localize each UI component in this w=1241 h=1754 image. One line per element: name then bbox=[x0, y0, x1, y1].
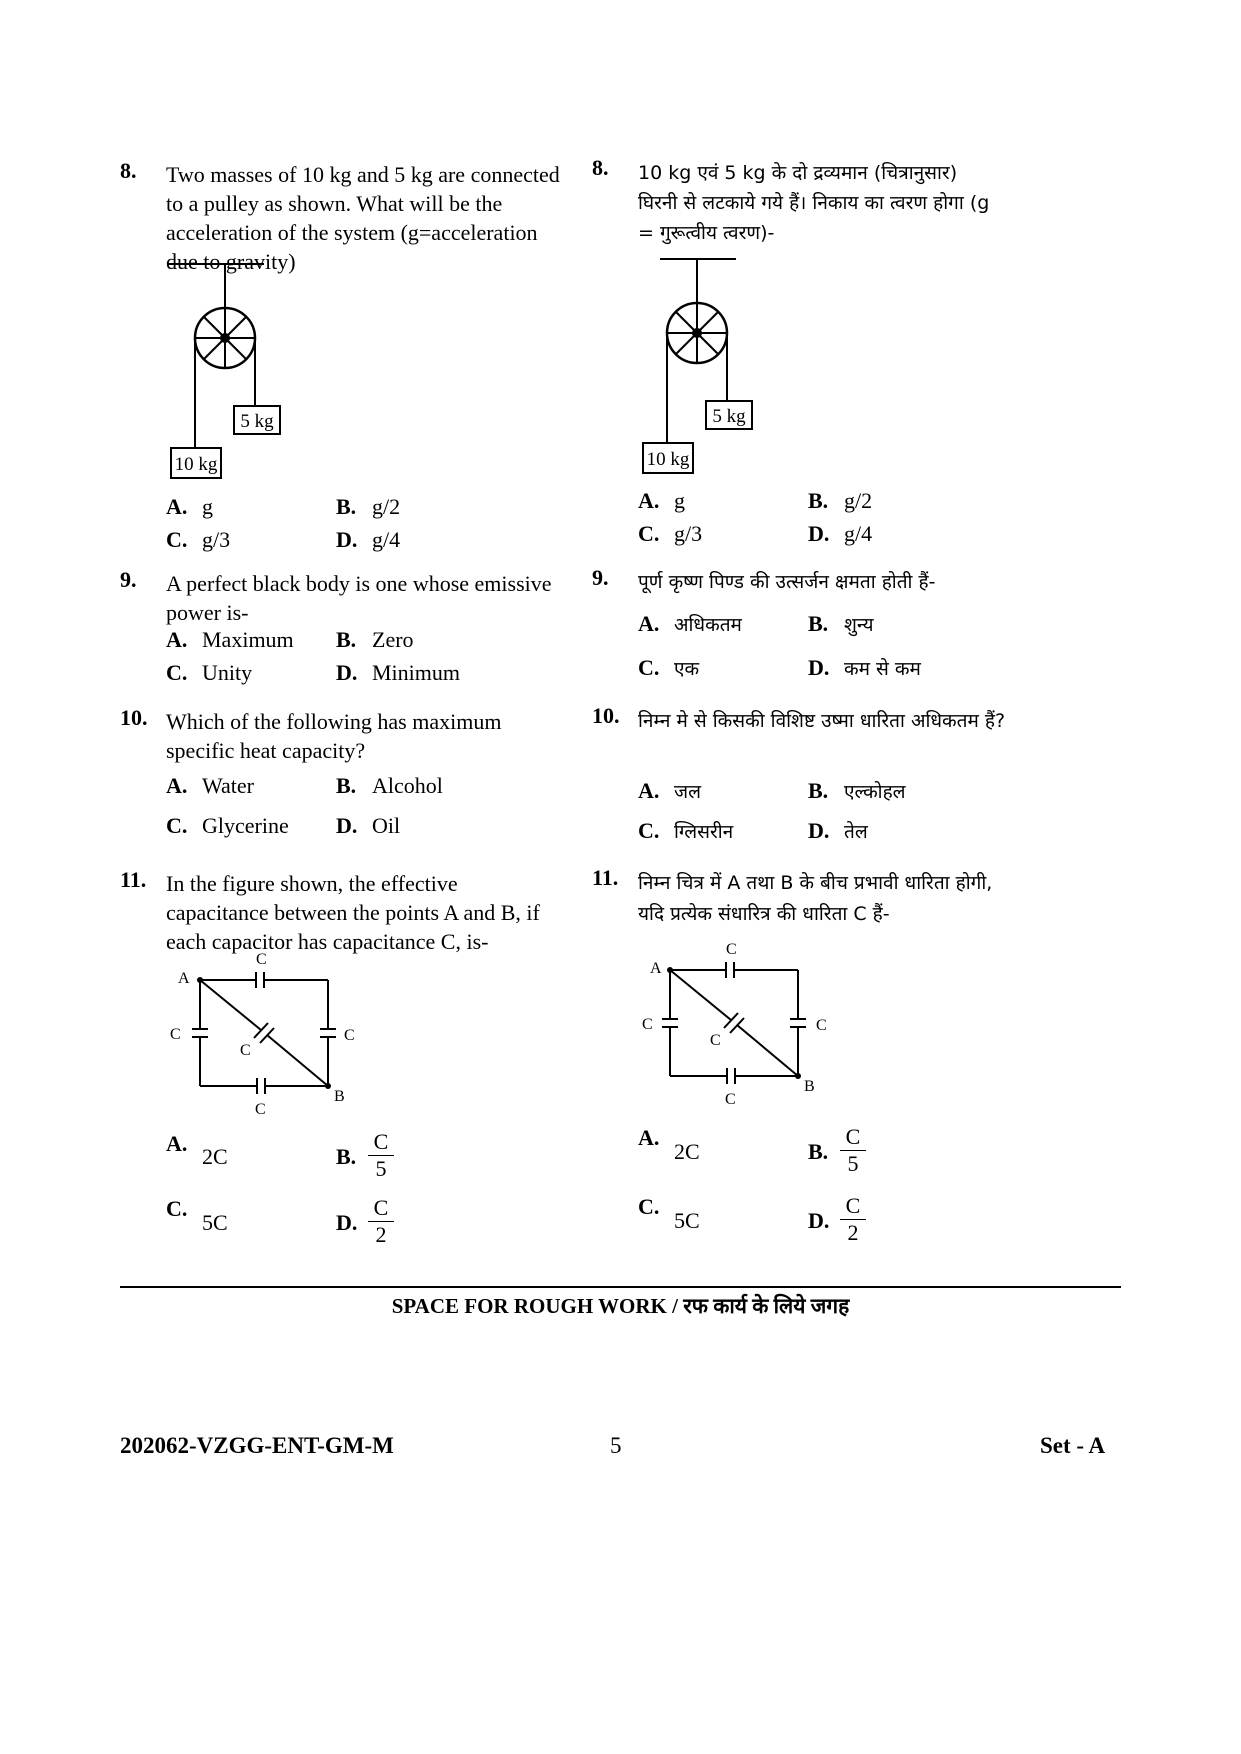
cap-label-diagonal: C bbox=[710, 1032, 721, 1049]
option-a: A. जल bbox=[638, 778, 701, 803]
cap-label-bottom: C bbox=[255, 1101, 266, 1118]
cap-label-top: C bbox=[256, 951, 267, 968]
option-d-fraction: $\frac{C}{2}$ bbox=[368, 1195, 394, 1248]
question-text: Two masses of 10 kg and 5 kg are connected to a pulley as shown. What will be the acceleration of the system (g=acceleration due to gravity) bbox=[166, 162, 560, 274]
option-d: D. Minimum bbox=[336, 660, 461, 685]
option-c-value: 5C bbox=[202, 1210, 228, 1235]
option-d-fraction: $\frac{C}{2}$ bbox=[840, 1193, 866, 1246]
option-a: A. अधिकतम bbox=[638, 611, 742, 636]
option-a: A. Maximum bbox=[166, 627, 294, 652]
option-c: C. Unity bbox=[166, 660, 253, 685]
cap-label-left: C bbox=[170, 1026, 181, 1043]
question-text: निम्न चित्र में A तथा B के बीच प्रभावी धारिता होगी, यदि प्रत्येक संधारित्र की धारिता C हैं- bbox=[638, 872, 993, 925]
option-a: A. bbox=[638, 1125, 660, 1150]
point-b-label: B bbox=[804, 1078, 815, 1095]
paper-code: 202062-VZGG-ENT-GM-M bbox=[120, 1433, 394, 1458]
option-c-value: 5C bbox=[674, 1208, 700, 1233]
cap-label-bottom: C bbox=[725, 1091, 736, 1108]
option-c: C. bbox=[638, 1194, 660, 1219]
question-text: In the figure shown, the effective capacitance between the points A and B, if each capacitor has capacitance C, is- bbox=[166, 871, 540, 954]
point-a-label: A bbox=[178, 970, 190, 987]
cap-label-diagonal: C bbox=[240, 1042, 251, 1059]
option-a-value: 2C bbox=[674, 1139, 700, 1164]
option-a: A. Water bbox=[166, 773, 254, 798]
capacitor-circuit-diagram bbox=[170, 945, 370, 1120]
question-number: 9. bbox=[592, 565, 609, 590]
page-number: 5 bbox=[610, 1433, 622, 1458]
option-b: B. g/2 bbox=[336, 494, 401, 519]
option-c: C. g/3 bbox=[638, 521, 703, 546]
mass-10kg-label: 10 kg bbox=[646, 449, 690, 470]
option-b: B. Alcohol bbox=[336, 773, 443, 798]
question-text: A perfect black body is one whose emissive power is- bbox=[166, 571, 552, 625]
question-number: 11. bbox=[592, 865, 619, 890]
question-number: 9. bbox=[120, 567, 137, 592]
option-a: A. bbox=[166, 1131, 188, 1156]
question-number: 8. bbox=[592, 155, 609, 180]
option-b: B. एल्कोहल bbox=[808, 778, 906, 803]
option-c: C. Glycerine bbox=[166, 813, 289, 838]
cap-label-top: C bbox=[726, 941, 737, 958]
option-b: B. bbox=[808, 1139, 829, 1164]
rough-work-divider bbox=[120, 1286, 1121, 1288]
option-b-fraction: $\frac{C}{5}$ bbox=[368, 1129, 394, 1182]
question-text: पूर्ण कृष्ण पिण्ड की उत्सर्जन क्षमता होती हैं- bbox=[638, 571, 936, 593]
mass-5kg-label: 5 kg bbox=[712, 406, 746, 427]
pulley-diagram bbox=[640, 257, 780, 477]
question-text: निम्न मे से किसकी विशिष्ट उष्मा धारिता अधिकतम हैं? bbox=[638, 710, 1006, 732]
option-b: B. Zero bbox=[336, 627, 414, 652]
option-a: A. g bbox=[166, 494, 213, 519]
option-c: C. ग्लिसरीन bbox=[638, 818, 734, 843]
mass-5kg-label: 5 kg bbox=[240, 411, 274, 432]
option-b-fraction: $\frac{C}{5}$ bbox=[840, 1124, 866, 1177]
cap-label-right: C bbox=[816, 1017, 827, 1034]
option-d: D. bbox=[336, 1210, 358, 1235]
question-number: 11. bbox=[120, 867, 147, 892]
option-d: D. g/4 bbox=[336, 527, 401, 552]
option-d: D. g/4 bbox=[808, 521, 873, 546]
mass-10kg-label: 10 kg bbox=[174, 454, 218, 475]
question-number: 10. bbox=[592, 703, 620, 728]
option-d: D. bbox=[808, 1208, 830, 1233]
question-number: 8. bbox=[120, 158, 137, 183]
rough-work-label: SPACE FOR ROUGH WORK / रफ कार्य के लिये जगह bbox=[391, 1294, 850, 1318]
option-d: D. कम से कम bbox=[808, 655, 921, 680]
option-b: B. शुन्य bbox=[808, 611, 874, 636]
set-label: Set - A bbox=[1040, 1433, 1106, 1458]
capacitor-circuit-diagram bbox=[640, 935, 840, 1110]
cap-label-right: C bbox=[344, 1027, 355, 1044]
question-text: 10 kg एवं 5 kg के दो द्रव्यमान (चित्रानुसार) घिरनी से लटकाये गये हैं। निकाय का त्वरण होगा (g = गुरूत्वीय त्वरण)- bbox=[638, 162, 990, 244]
option-b: B. bbox=[336, 1144, 357, 1169]
option-d: D. Oil bbox=[336, 813, 401, 838]
point-b-label: B bbox=[334, 1088, 345, 1105]
cap-label-left: C bbox=[642, 1016, 653, 1033]
option-a: A. g bbox=[638, 488, 685, 513]
point-a-label: A bbox=[650, 960, 662, 977]
pulley-diagram bbox=[168, 262, 308, 482]
option-c: C. एक bbox=[638, 655, 700, 680]
option-c: C. g/3 bbox=[166, 527, 231, 552]
question-number: 10. bbox=[120, 705, 148, 730]
option-c: C. bbox=[166, 1196, 188, 1221]
option-b: B. g/2 bbox=[808, 488, 873, 513]
option-a-value: 2C bbox=[202, 1144, 228, 1169]
option-d: D. तेल bbox=[808, 818, 868, 843]
question-text: Which of the following has maximum specific heat capacity? bbox=[166, 709, 502, 763]
